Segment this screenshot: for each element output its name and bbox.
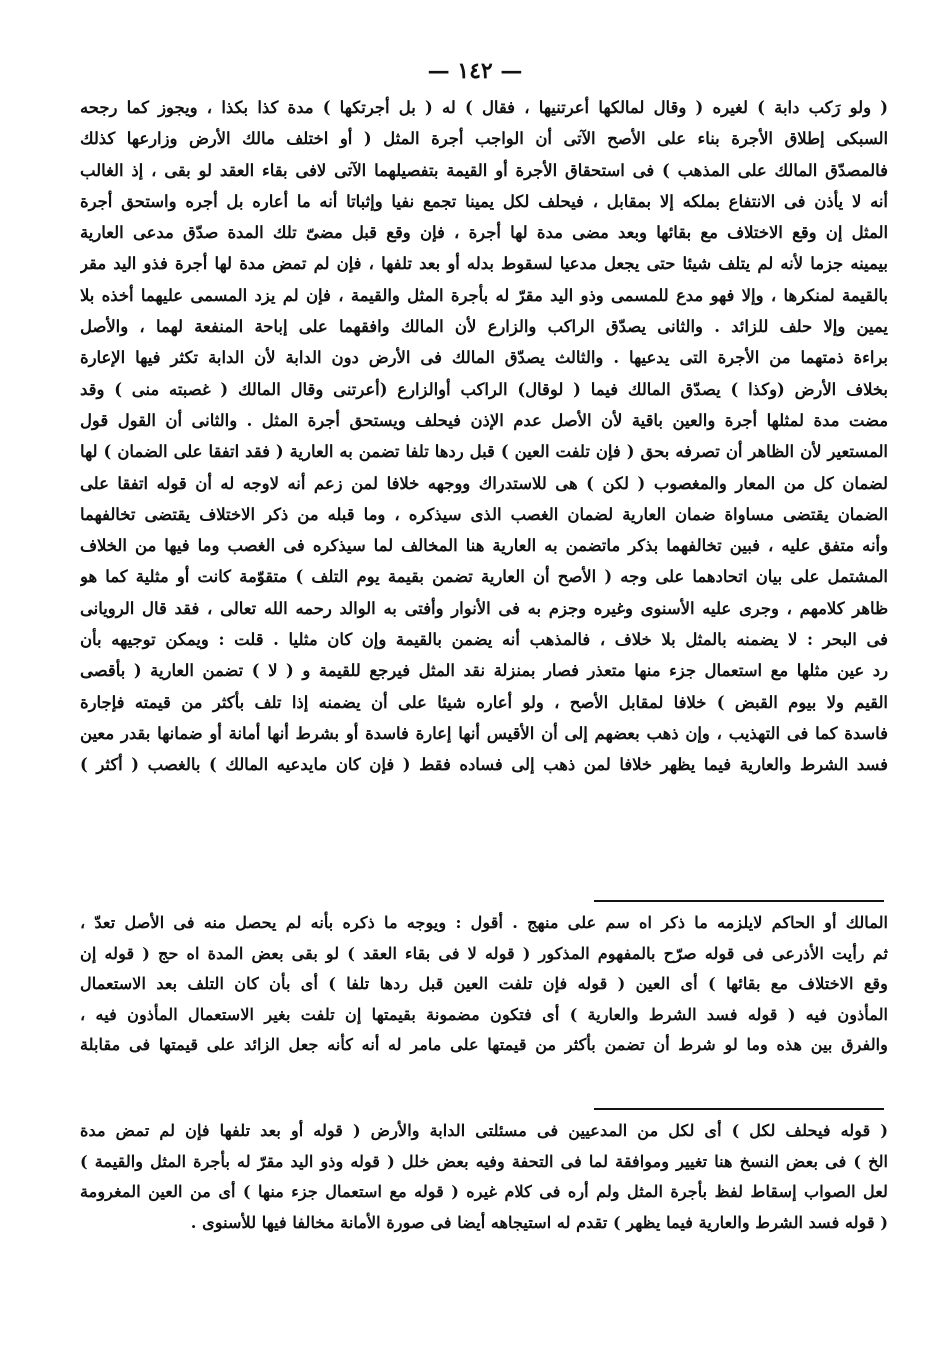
main-text-line: المثل إن وقع الاختلاف مع بقائها وبعد مضى مدة لها أجرة ، فإن وقع قبل مضىّ تلك المدة صدّق مدعى العارية	[80, 223, 888, 243]
footnote-line: الخ ) فى بعض النسخ هنا تغيير وموافقة لما فى التحفة وفيه بعض خلل ( قوله وذو اليد مقرّ له بأجرة المثل والقيمة )	[80, 1151, 888, 1171]
main-text-line: أنه لا يأذن فى الانتفاع بملكه إلا بمقابل ، فيحلف لكل يمينا تجمع نفيا وإثباتا أنه ما أعاره بل أجره واستحق أجرة	[80, 191, 888, 211]
main-text-line: ظاهر كلامهم ، وجرى عليه الأسنوى وغيره وجزم به فى الأنوار وأفتى به الوالد رحمه الله تعالى ، فقد قال الرويانى	[80, 598, 888, 618]
footnote-divider	[594, 900, 884, 902]
main-text	[80, 92, 888, 781]
main-text-line: يمين وإلا حلف للزائد . والثانى يصدّق الراكب والزارع لأن المالك وافقهما على إباحة المنفعة لهما ، والأصل	[80, 317, 888, 337]
footnote-line: وقع الاختلاف مع بقائها ) أى العين ( قوله فإن تلفت العين قبل ردها تلفا ) أى بأن كان التلف بعد الاستعمال	[80, 974, 888, 994]
main-text-line: بيمينه جزما لأنه لم يتلف شيئا حتى يجعل مدعيا لسقوط بدله أو بعد تلفها ، فإن لم تمض مدة لها أجرة فذو اليد مقر	[80, 254, 888, 274]
main-text-line: بخلاف الأرض (وكذا ) يصدّق المالك فيما ( لوقال) الراكب أوالزارع (أعرتنى وقال المالك ( غصبته منى ) وقد	[80, 379, 888, 399]
page-number: — ١٤٢ —	[427, 58, 523, 84]
main-text-line: القيم ولا بيوم القبض ) خلافا لمقابل الأصح ، ولو أعاره شيئا على أن يضمنه إذا تلف بأكثر من قيمته فإجارة	[80, 692, 888, 712]
footnote-line: المأذون فيه ( قوله فسد الشرط والعارية ) أى فتكون مضمونة بقيمتها إن تلفت بغير الاستعمال المأذون فيه ،	[80, 1004, 888, 1024]
footnote-line: ( قوله فسد الشرط والعارية فيما يظهر ) تقدم له استيجاهه أيضا فى صورة الأمانة مخالفا فيها للأسنوى .	[190, 1212, 888, 1232]
footnote-block-1	[80, 908, 888, 1061]
main-text-line: السبكى إطلاق الأجرة بناء على الأصح الآتى أن الواجب أجرة المثل ( أو اختلف مالك الأرض وزارعها كذلك	[80, 129, 888, 149]
footnote-block-2	[80, 1116, 888, 1238]
footnote-divider	[594, 1108, 884, 1110]
main-text-line: مضت مدة لمثلها أجرة والعين باقية لأن الأصل عدم الإذن فيحلف ويستحق أجرة المثل . والثانى أن القول قول	[80, 410, 888, 430]
main-text-line: فسد الشرط والعارية فيما يظهر خلافا لمن ذهب إلى فساده فقط ( فإن كان مايدعيه المالك ) بالغصب ( أكثر )	[80, 755, 888, 775]
main-text-line: بالقيمة لمنكرها ، وإلا فهو مدع للمسمى وذو اليد مقرّ له بأجرة المثل والقيمة ، فإن لم يزد المسمى عليهما أخذه بلا	[80, 285, 888, 305]
footnote-line: والفرق بين هذه وما لو شرط أن تضمن بأكثر من قيمتها على مامر له أنه كأنه جعل الزائد على قيمتها فى مقابلة	[80, 1035, 888, 1055]
footnote-line: المالك أو الحاكم لايلزمه ما ذكر اه سم على منهج . أقول : ويوجه ما ذكره بأنه لم يحصل منه فى الأصل تعدّ ،	[80, 913, 888, 932]
footnote-line: ثم رأيت الأذرعى فى قوله صرّح بالمفهوم المذكور ( قوله لا فى بقاء العقد ) لو بقى بعض المدة اه حج ( قوله إن	[80, 943, 888, 963]
footnote-line: ( قوله فيحلف لكل ) أى لكل من المدعيين فى مسئلتى الدابة والأرض ( قوله أو بعد تلفها فإن لم تمض مدة	[80, 1121, 888, 1140]
main-text-line: فالمصدّق المالك على المذهب ) فى استحقاق الأجرة أو القيمة بتفصيلهما الآتى لافى بقاء العقد لو بقى ، إذ الغالب	[80, 160, 888, 180]
footnote-line: لعل الصواب إسقاط لفظ بأجرة المثل ولم أره فى كلام غيره ( قوله مع استعمال جزء منها ) أى من العين المغرومة	[80, 1182, 888, 1202]
main-text-line: براءة ذمتهما من الأجرة التى يدعيها . والثالث يصدّق المالك فى الأرض دون الدابة لأن الدابة تكثر فيها الإعارة	[80, 348, 888, 368]
main-text-line: وأنه متفق عليه ، فبين تخالفهما بذكر ماتضمن به العارية هنا المخالف لما سيذكره فى الغصب وما فيها من الخلاف	[80, 536, 888, 556]
main-text-line: الضمان يقتضى مساواة ضمان العارية لضمان الغصب الذى سيذكره ، وما قبله من ذكر الاختلاف يقتضى تخالفهما	[80, 504, 888, 524]
main-text-line: رد عين مثلها مع استعمال جزء منها متعذر فصار بمنزلة نقد المثل فيرجع للقيمة و ( لا ) تضمن العارية ( بأقصى	[80, 661, 888, 681]
main-text-line: فى البحر : لا يضمنه بالمثل بلا خلاف ، فالمذهب أنه يضمن بالقيمة وإن كان مثليا . قلت : ويمكن توجيهه بأن	[80, 630, 888, 650]
main-text-line: المستعير لأن الظاهر أن تصرفه بحق ( فإن تلفت العين ) قبل ردها تلفا تضمن به العارية ( فقد اتفقا على الضمان ) لها	[80, 442, 888, 462]
main-text-line: فاسدة كما فى التهذيب ، وإن ذهب بعضهم إلى أن الأقيس أنها إعارة فاسدة أو بشرط أنها أمانة أو ضمانها بقدر معين	[80, 723, 888, 743]
main-text-line: المشتمل على بيان اتحادهما على وجه ( الأصح أن العارية تضمن بقيمة يوم التلف ) متقوّمة كانت أو مثلية كما هو	[80, 567, 888, 587]
main-text-line: لضمان كل من المعار والمغصوب ( لكن ) هى للاستدراك ووجهه خلافا لمن زعم أنه لاوجه له أن قوله اتفقا على	[80, 473, 888, 493]
main-text-line: ( ولو رَكب دابة ) لغيره ( وقال لمالكها أعرتنيها ، فقال ) له ( بل أجرتكها ) مدة كذا بكذا ، ويجوز كما رجحه	[80, 98, 888, 117]
